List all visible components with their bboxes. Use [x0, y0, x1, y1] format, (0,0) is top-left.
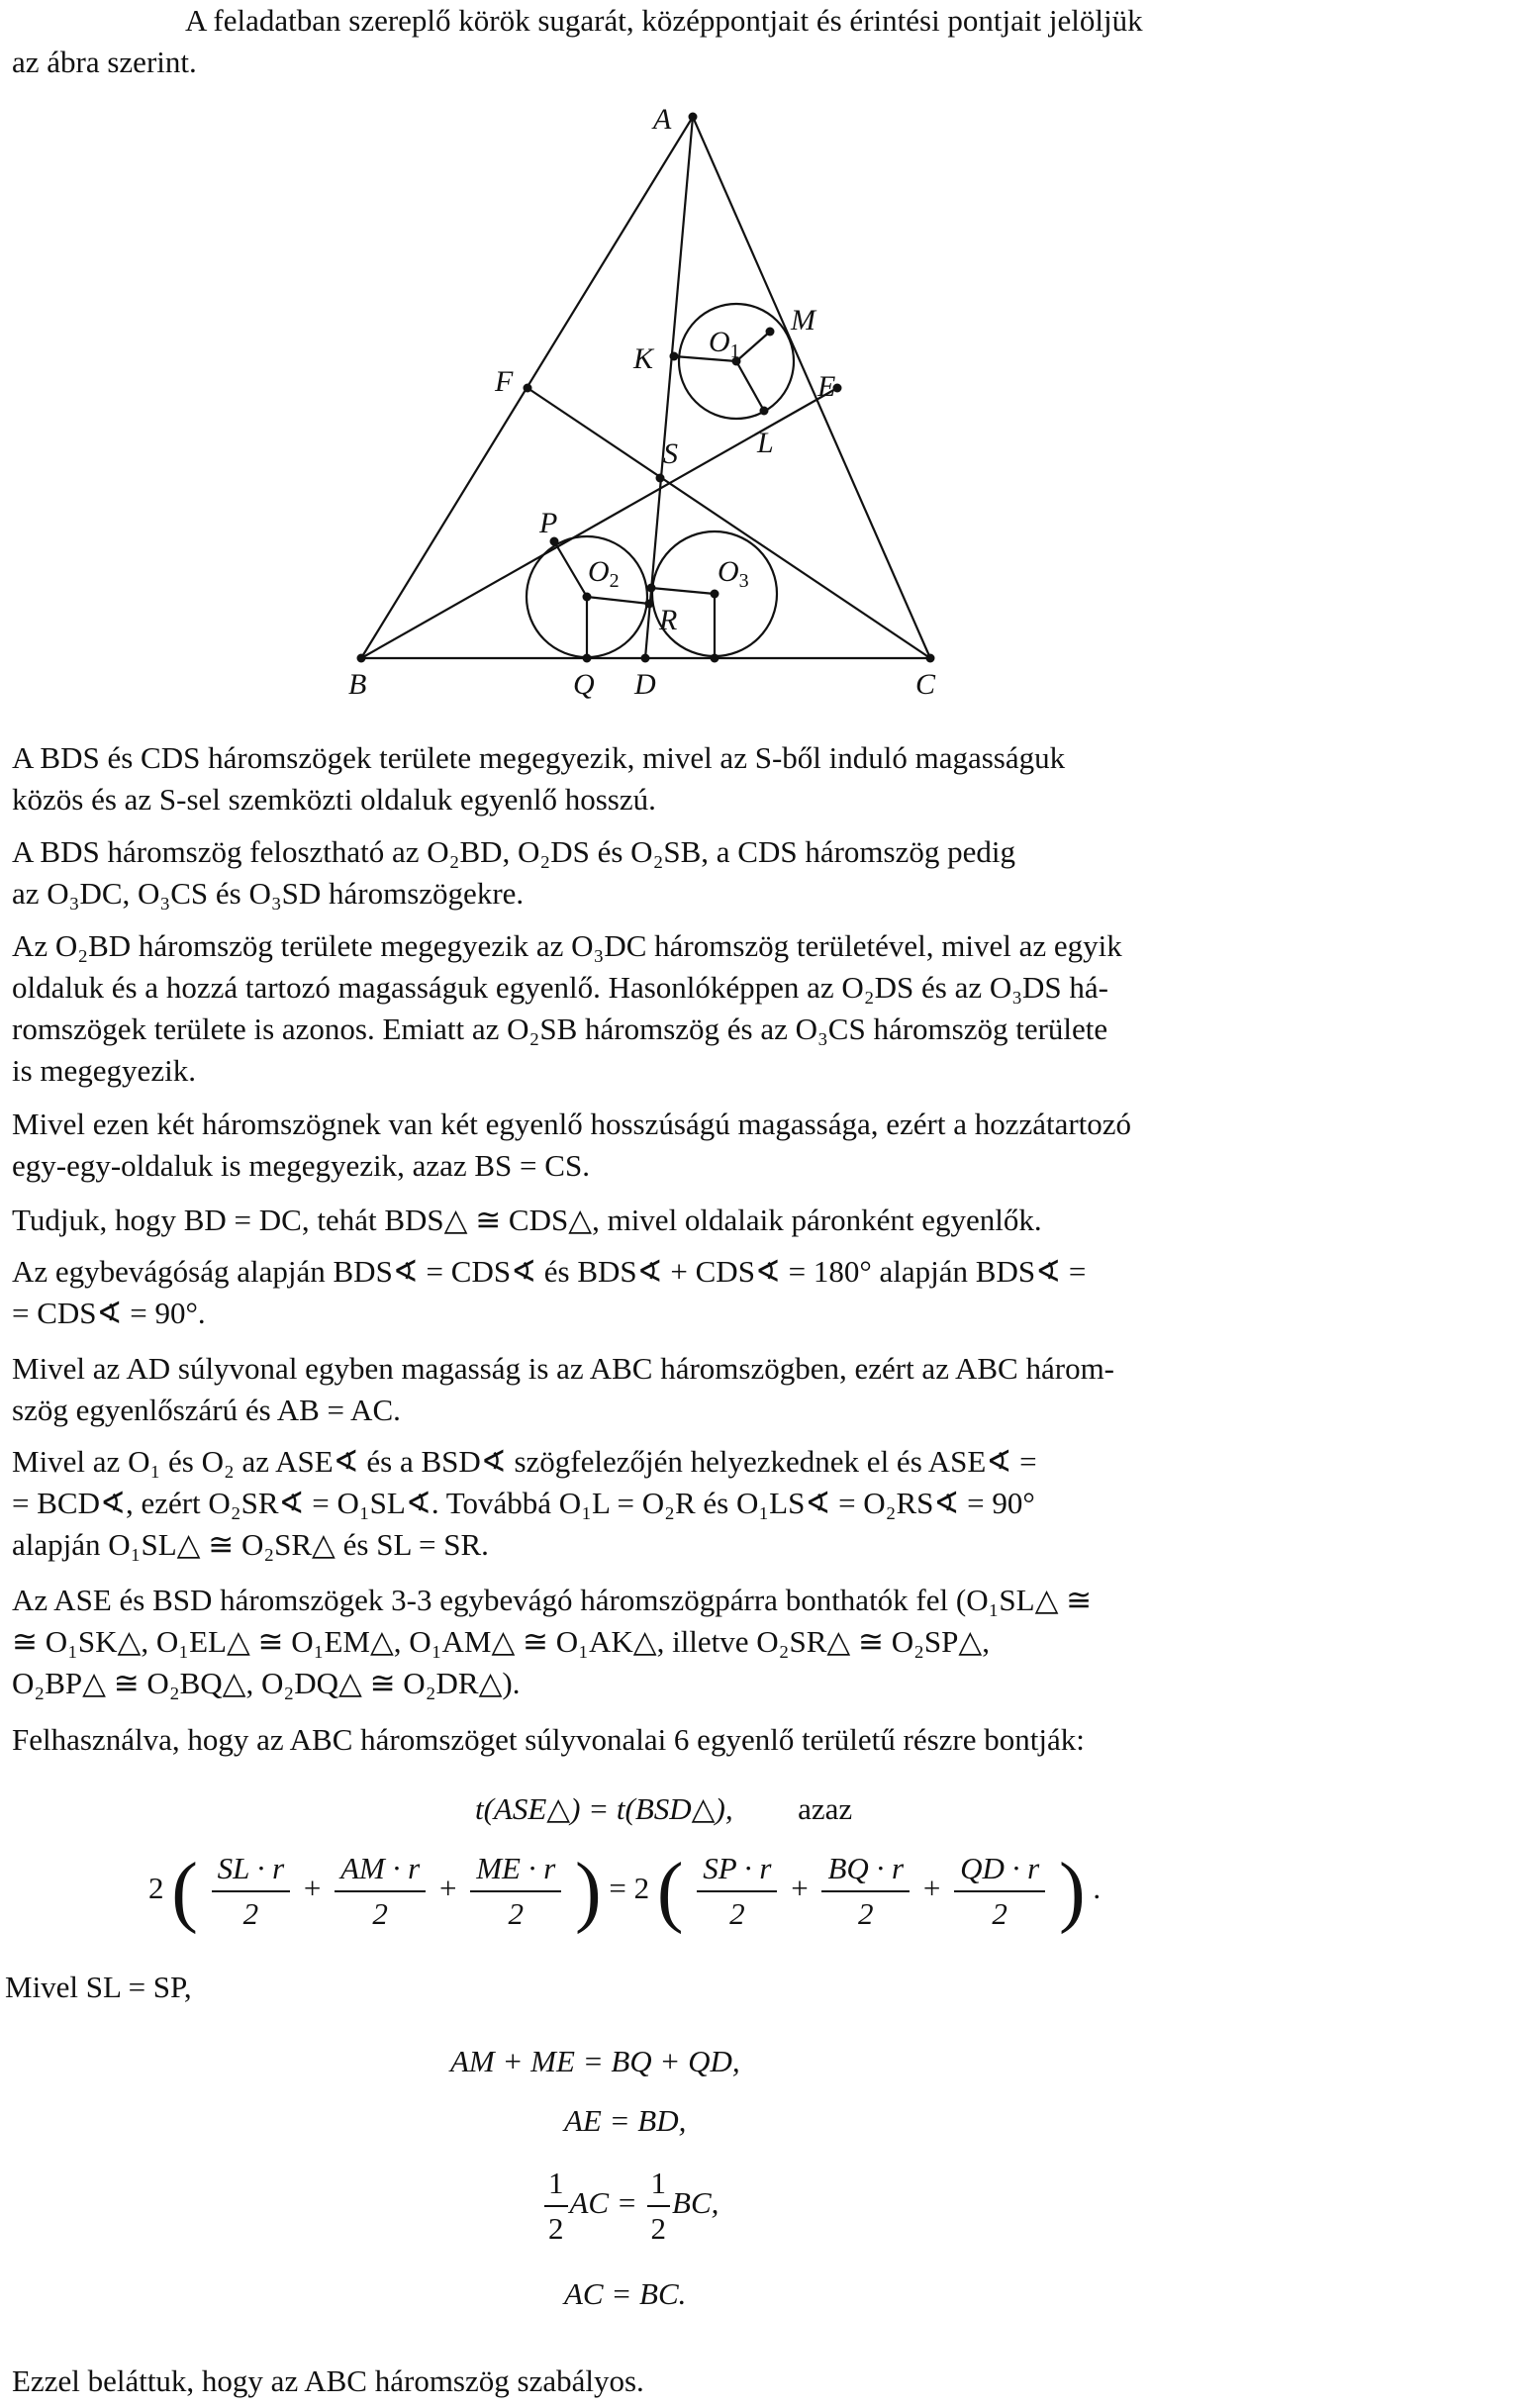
label-q: Q [573, 668, 595, 701]
paragraph-8 [12, 1441, 1298, 1566]
text-line: = CDS∢ = 90°. [12, 1296, 206, 1330]
fraction-numerator: ME · r [470, 1851, 561, 1892]
plus-sign: + [303, 1871, 322, 1906]
text-line: A BDS háromszög felosztható az O₂BD, O₂DS és O₂SB, a CDS háromszög pedig [12, 834, 1015, 869]
fraction-numerator: BQ · r [821, 1851, 910, 1892]
fraction-numerator: SL · r [212, 1851, 291, 1892]
fraction-denominator: 2 [548, 2211, 564, 2246]
point-m [766, 328, 775, 337]
text-line: is megegyezik. [12, 1053, 196, 1088]
fraction [335, 1851, 426, 1932]
point-f [524, 384, 532, 393]
point-r2 [647, 584, 656, 593]
equation-5 [542, 2166, 719, 2247]
label-l: L [757, 427, 774, 459]
text-line: alapján O₁SL△ ≅ O₂SR△ és SL = SR. [12, 1527, 489, 1562]
text-line: Tudjuk, hogy BD = DC, tehát BDS△ ≅ CDS△, mivel oldalaik páronként egyenlők. [12, 1203, 1042, 1237]
fraction [697, 1851, 777, 1932]
label-p: P [539, 507, 558, 539]
label-a: A [653, 103, 672, 136]
equation-2-end: . [1093, 1871, 1102, 1906]
point-b [357, 654, 366, 663]
plus-sign: + [791, 1871, 809, 1906]
label-o2: $O_2$ [588, 555, 620, 592]
paragraph-9 [12, 1580, 1298, 1704]
equation-5-right: BC, [672, 2185, 719, 2221]
paragraph-3 [12, 925, 1298, 1092]
left-paren: ( [171, 1848, 198, 1935]
label-o3: $O_3$ [718, 555, 749, 592]
geometry-figure [0, 89, 990, 802]
point-s [656, 474, 665, 483]
paragraph-5 [12, 1200, 1298, 1241]
paragraph-4 [12, 1104, 1298, 1187]
label-k: K [633, 342, 654, 375]
label-r: R [659, 604, 678, 636]
radius-o2p [554, 541, 587, 597]
plus-sign: + [922, 1871, 941, 1906]
paragraph-6 [12, 1251, 1298, 1334]
radius-o2r [587, 597, 649, 604]
radius-o3 [651, 588, 715, 594]
point-o3 [711, 590, 719, 599]
text-line: egy-egy-oldaluk is megegyezik, azaz BS = CS. [12, 1148, 590, 1183]
paragraph-1 [12, 737, 1298, 820]
right-paren: ) [575, 1848, 602, 1935]
point-o2 [583, 593, 592, 602]
text-line: Az ASE és BSD háromszögek 3-3 egybevágó háromszögpárra bonthatók fel (O₁SL△ ≅ [12, 1583, 1093, 1617]
text-line: Az O₂BD háromszög területe megegyezik az O₃DC háromszög területével, mivel az egyik [12, 928, 1122, 963]
fraction-numerator: 1 [647, 2166, 671, 2207]
text-line: Az egybevágóság alapján BDS∢ = CDS∢ és BDS∢ + CDS∢ = 180° alapján BDS∢ = [12, 1254, 1087, 1289]
fraction-numerator: QD · r [954, 1851, 1045, 1892]
fraction-denominator: 2 [372, 1896, 388, 1931]
equation-5-left: AC = [569, 2185, 637, 2221]
paragraph-2 [12, 831, 1298, 915]
text-line: az O₃DC, O₃CS és O₃SD háromszögekre. [12, 876, 525, 911]
intro-line-1: A feladatban szereplő körök sugarát, középpontjait és érintési pontjait jelöljük [185, 3, 1143, 38]
text-line: Mivel az O₁ és O₂ az ASE∢ és a BSD∢ szögfelezőjén helyezkednek el és ASE∢ = [12, 1444, 1037, 1479]
fraction-denominator: 2 [650, 2211, 667, 2246]
equation-6: AC = BC. [564, 2276, 687, 2311]
point-c [926, 654, 935, 663]
fraction [212, 1851, 291, 1932]
fraction-numerator: 1 [544, 2166, 568, 2207]
label-c: C [915, 668, 936, 701]
point-o3-foot [711, 654, 719, 663]
equation-2 [148, 1848, 1102, 1935]
conclusion [12, 2360, 1298, 2402]
text-line: oldaluk és a hozzá tartozó magasságuk egyenlő. Hasonlóképpen az O₂DS és az O₃DS há- [12, 970, 1108, 1005]
text-line: romszögek területe is azonos. Emiatt az O₂SB háromszög és az O₃CS háromszög területe [12, 1011, 1108, 1046]
text-line: Mivel ezen két háromszögnek van két egyenlő hosszúságú magassága, ezért a hozzátartozó [12, 1107, 1132, 1141]
equation-3: AM + ME = BQ + QD, [450, 2044, 740, 2078]
label-b: B [348, 668, 367, 701]
equation-1-expr: t(ASE△) = t(BSD△), [475, 1791, 733, 1826]
text-line: ≅ O₁SK△, O₁EL△ ≅ O₁EM△, O₁AM△ ≅ O₁AK△, illetve O₂SR△ ≅ O₂SP△, [12, 1624, 990, 1659]
text-line: szög egyenlőszárú és AB = AC. [12, 1393, 401, 1427]
point-d [641, 654, 650, 663]
equation-2-lead: 2 [148, 1871, 164, 1906]
text-line: Mivel az AD súlyvonal egyben magasság is az ABC háromszögben, ezért az ABC három- [12, 1351, 1115, 1386]
fraction-denominator: 2 [729, 1896, 745, 1931]
fraction-numerator: SP · r [697, 1851, 777, 1892]
paragraph-10 [12, 1719, 1298, 1761]
equation-4: AE = BD, [564, 2103, 687, 2138]
fraction-numerator: AM · r [335, 1851, 426, 1892]
point-k [670, 352, 679, 361]
paragraph-7 [12, 1348, 1298, 1431]
conclusion-text: Ezzel beláttuk, hogy az ABC háromszög szabályos. [12, 2363, 644, 2398]
equation-1-word: azaz [798, 1791, 853, 1826]
equation-2-mid: = 2 [609, 1871, 650, 1906]
plus-sign: + [438, 1871, 457, 1906]
radius-o1m [736, 332, 770, 361]
left-paren: ( [656, 1848, 684, 1935]
label-f: F [495, 365, 514, 398]
label-s: S [663, 437, 678, 470]
fraction-denominator: 2 [992, 1896, 1007, 1931]
fraction-denominator: 2 [242, 1896, 259, 1931]
text-line: O₂BP△ ≅ O₂BQ△, O₂DQ△ ≅ O₂DR△). [12, 1666, 521, 1700]
fraction [821, 1851, 910, 1932]
fraction-denominator: 2 [858, 1896, 874, 1931]
point-r [645, 600, 654, 609]
label-o1: $O_1$ [709, 326, 740, 362]
since-text-value: Mivel SL = SP, [5, 1970, 192, 2004]
label-m: M [791, 304, 815, 337]
right-paren: ) [1058, 1848, 1086, 1935]
radius-o1l [736, 361, 764, 411]
text-line: = BCD∢, ezért O₂SR∢ = O₁SL∢. Továbbá O₁L = O₂R és O₁LS∢ = O₂RS∢ = 90° [12, 1486, 1035, 1520]
fraction [954, 1851, 1045, 1932]
text-line: A BDS és CDS háromszögek területe megegyezik, mivel az S-ből induló magasságuk [12, 740, 1066, 775]
equation-1 [475, 1791, 852, 1827]
fraction [647, 2166, 671, 2247]
text-line: Felhasználva, hogy az ABC háromszöget súlyvonalai 6 egyenlő területű részre bontják: [12, 1722, 1085, 1757]
text-line: közös és az S-sel szemközti oldaluk egyenlő hosszú. [12, 782, 656, 817]
fraction-denominator: 2 [508, 1896, 524, 1931]
label-e: E [817, 370, 836, 403]
intro-line-2: az ábra szerint. [12, 45, 197, 79]
since-text [5, 1970, 192, 2005]
intro-paragraph [12, 0, 1298, 83]
point-q [583, 654, 592, 663]
fraction [544, 2166, 568, 2247]
point-l [760, 407, 769, 416]
point-a [689, 113, 698, 122]
fraction [470, 1851, 561, 1932]
label-d: D [634, 668, 656, 701]
